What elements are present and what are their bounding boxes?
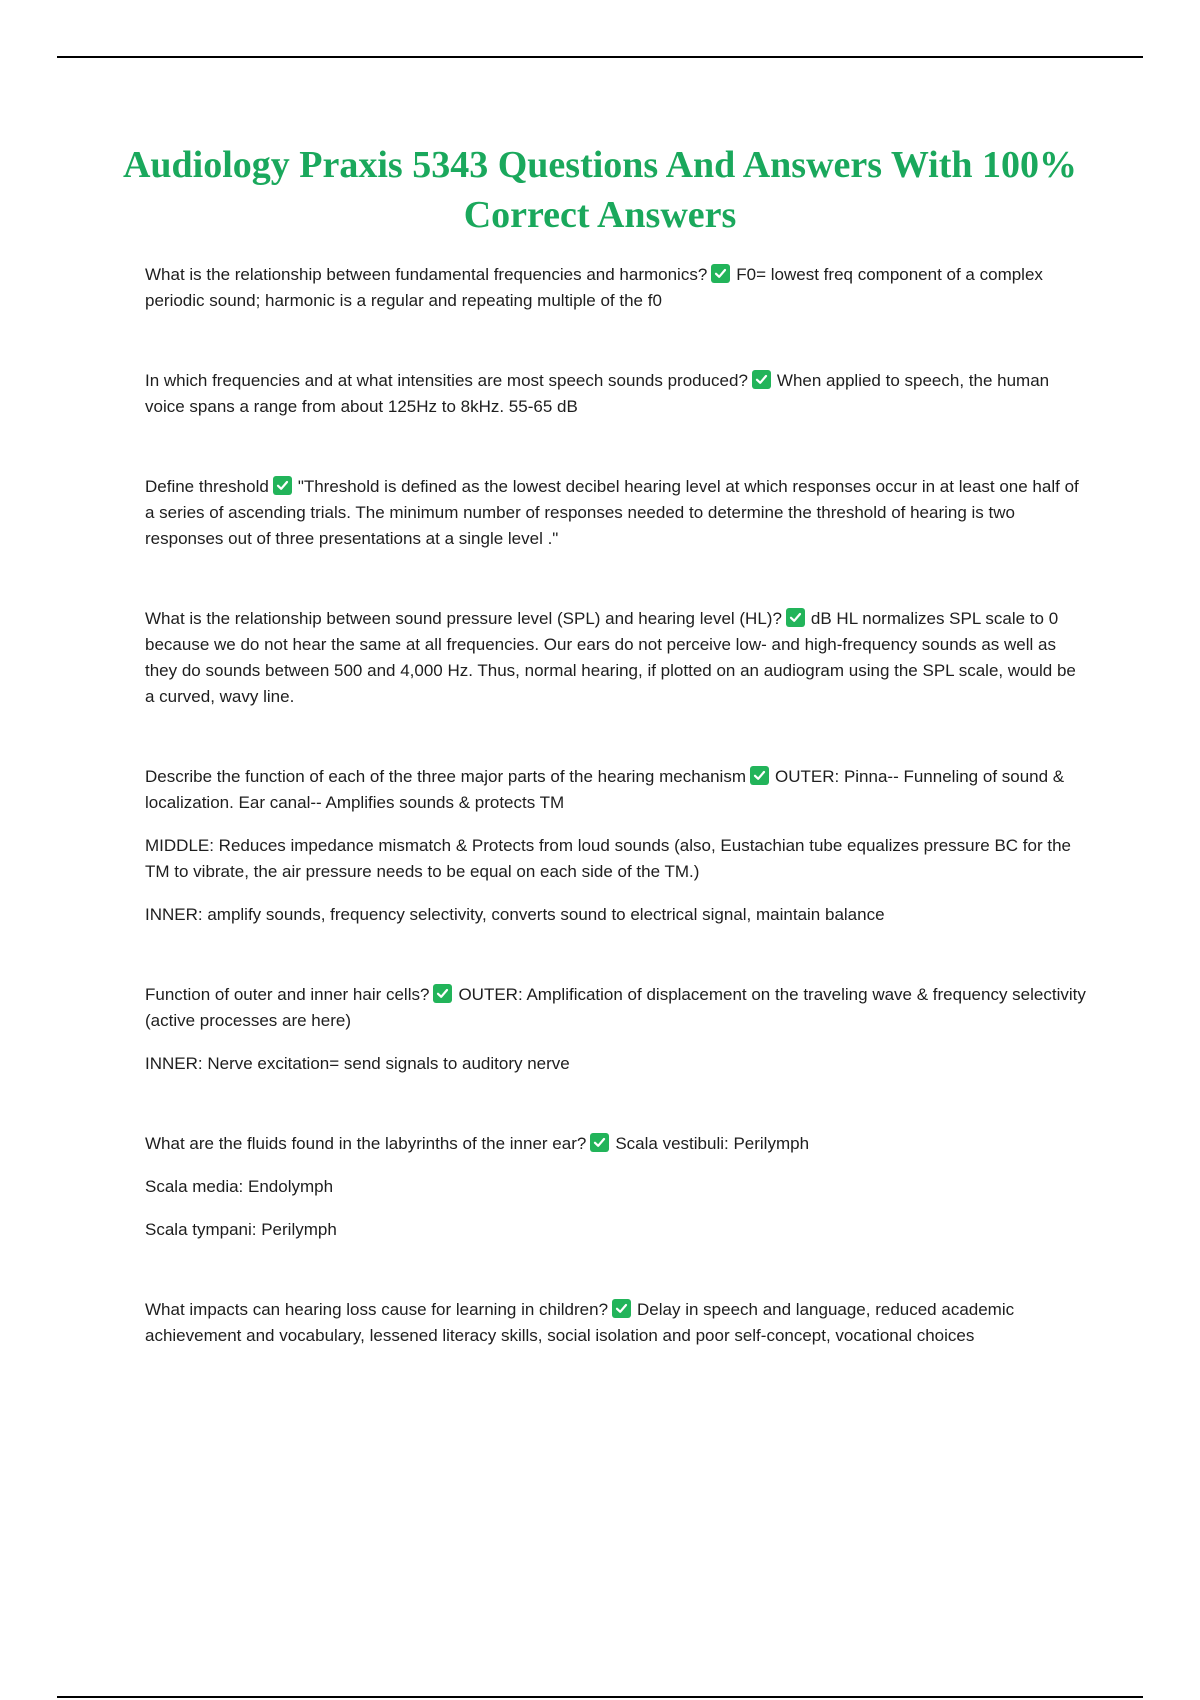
qa-extra-line: Scala tympani: Perilymph bbox=[145, 1220, 337, 1239]
footer-rule bbox=[57, 1696, 1143, 1698]
question-text: What are the fluids found in the labyrinths of the inner ear? bbox=[145, 1134, 587, 1153]
check-icon bbox=[786, 608, 805, 627]
qa-item bbox=[145, 368, 1090, 420]
qa-main-line bbox=[145, 262, 1090, 314]
question-text: What is the relationship between fundamental frequencies and harmonics? bbox=[145, 265, 708, 284]
qa-extra-line: INNER: Nerve excitation= send signals to auditory nerve bbox=[145, 1054, 570, 1073]
check-icon bbox=[711, 264, 730, 283]
check-icon bbox=[750, 766, 769, 785]
answer-text: dB HL normalizes SPL scale to 0 because we do not hear the same at all frequencies. Our ears do not perceive low- and high-frequency sounds as well as they do sounds between 500 and 4,000 Hz. Thus, normal hearing, if plotted on an audiogram using the SPL scale, would be a curved, wavy line. bbox=[145, 609, 1076, 706]
check-icon bbox=[273, 476, 292, 495]
qa-item bbox=[145, 474, 1090, 552]
check-icon bbox=[590, 1133, 609, 1152]
qa-item bbox=[145, 262, 1090, 314]
qa-extra-line: INNER: amplify sounds, frequency selectivity, converts sound to electrical signal, maintain balance bbox=[145, 905, 885, 924]
qa-item bbox=[145, 1297, 1090, 1349]
document-title: Audiology Praxis 5343 Questions And Answers With 100% Correct Answers bbox=[122, 144, 1078, 236]
check-icon bbox=[433, 984, 452, 1003]
question-text: In which frequencies and at what intensities are most speech sounds produced? bbox=[145, 371, 748, 390]
qa-main-line bbox=[145, 606, 1090, 710]
answer-text: "Threshold is defined as the lowest decibel hearing level at which responses occur in at least one half of a series of ascending trials. The minimum number of responses needed to determine the threshold of hearing is two responses out of three presentations at a single level ." bbox=[145, 477, 1079, 548]
question-text: What is the relationship between sound pressure level (SPL) and hearing level (HL)? bbox=[145, 609, 782, 628]
check-icon bbox=[612, 1299, 631, 1318]
question-text: Function of outer and inner hair cells? bbox=[145, 985, 430, 1004]
answer-text: OUTER: Amplification of displacement on the traveling wave & frequency selectivity (active processes are here) bbox=[145, 985, 1086, 1030]
qa-extra-line: Scala media: Endolymph bbox=[145, 1177, 334, 1196]
question-text: What impacts can hearing loss cause for learning in children? bbox=[145, 1300, 609, 1319]
question-text: Define threshold bbox=[145, 477, 269, 496]
qa-item bbox=[145, 606, 1090, 710]
check-icon bbox=[752, 370, 771, 389]
qa-list bbox=[145, 262, 1090, 1349]
qa-main-line bbox=[145, 368, 1090, 420]
qa-item bbox=[145, 764, 1090, 928]
qa-main-line bbox=[145, 982, 1090, 1034]
question-text: Describe the function of each of the three major parts of the hearing mechanism bbox=[145, 767, 746, 786]
answer-text: Scala vestibuli: Perilymph bbox=[615, 1134, 810, 1153]
qa-main-line bbox=[145, 764, 1090, 816]
qa-main-line bbox=[145, 474, 1090, 552]
answer-text: Delay in speech and language, reduced academic achievement and vocabulary, lessened literacy skills, social isolation and poor self-concept, vocational choices bbox=[145, 1300, 1015, 1345]
qa-extra-line: MIDDLE: Reduces impedance mismatch & Protects from loud sounds (also, Eustachian tube equalizes pressure BC for the TM to vibrate, the air pressure needs to be equal on each side of the TM.) bbox=[145, 836, 1071, 881]
answer-text: OUTER: Pinna-- Funneling of sound & localization. Ear canal-- Amplifies sounds & protects TM bbox=[145, 767, 1065, 812]
qa-item bbox=[145, 1131, 1090, 1243]
qa-main-line bbox=[145, 1297, 1090, 1349]
qa-item bbox=[145, 982, 1090, 1077]
header-rule bbox=[57, 56, 1143, 58]
answer-text: When applied to speech, the human voice spans a range from about 125Hz to 8kHz. 55-65 dB bbox=[145, 371, 1050, 416]
qa-main-line bbox=[145, 1131, 1090, 1157]
answer-text: F0= lowest freq component of a complex periodic sound; harmonic is a regular and repeating multiple of the f0 bbox=[145, 265, 1043, 310]
